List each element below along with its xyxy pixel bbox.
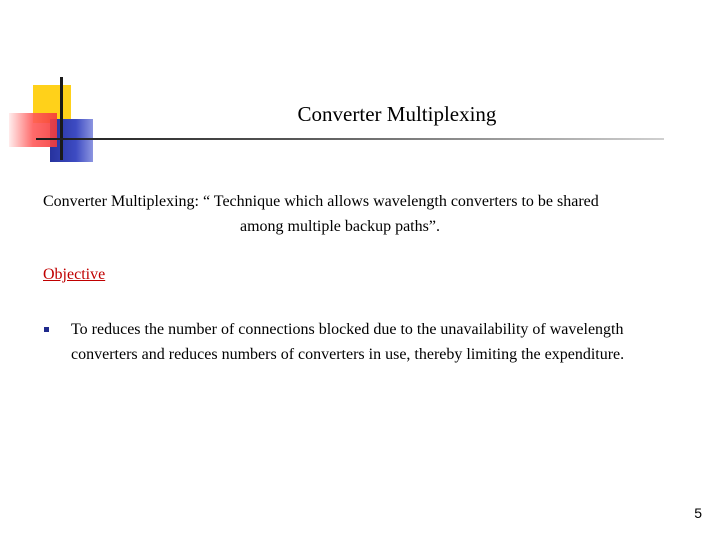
decor-vertical-line [60,77,63,160]
objective-heading: Objective [43,266,106,283]
definition-paragraph [43,189,703,239]
bullet-item [71,317,711,367]
page-number: 5 [694,505,702,521]
bullet-line-2: converters and reduces numbers of converters in use, thereby limiting the expenditure. [71,346,625,363]
bullet-line-1: To reduces the number of connections blocked due to the unavailability of wavelength [71,321,624,338]
definition-line-1: Converter Multiplexing: “ Technique which allows wavelength converters to be shared [43,193,599,210]
title-divider-line [36,138,664,140]
bullet-square-icon [44,327,49,332]
decor-red-square [9,113,57,147]
slide-title: Converter Multiplexing [297,102,497,126]
definition-line-2: among multiple backup paths”. [240,218,440,235]
